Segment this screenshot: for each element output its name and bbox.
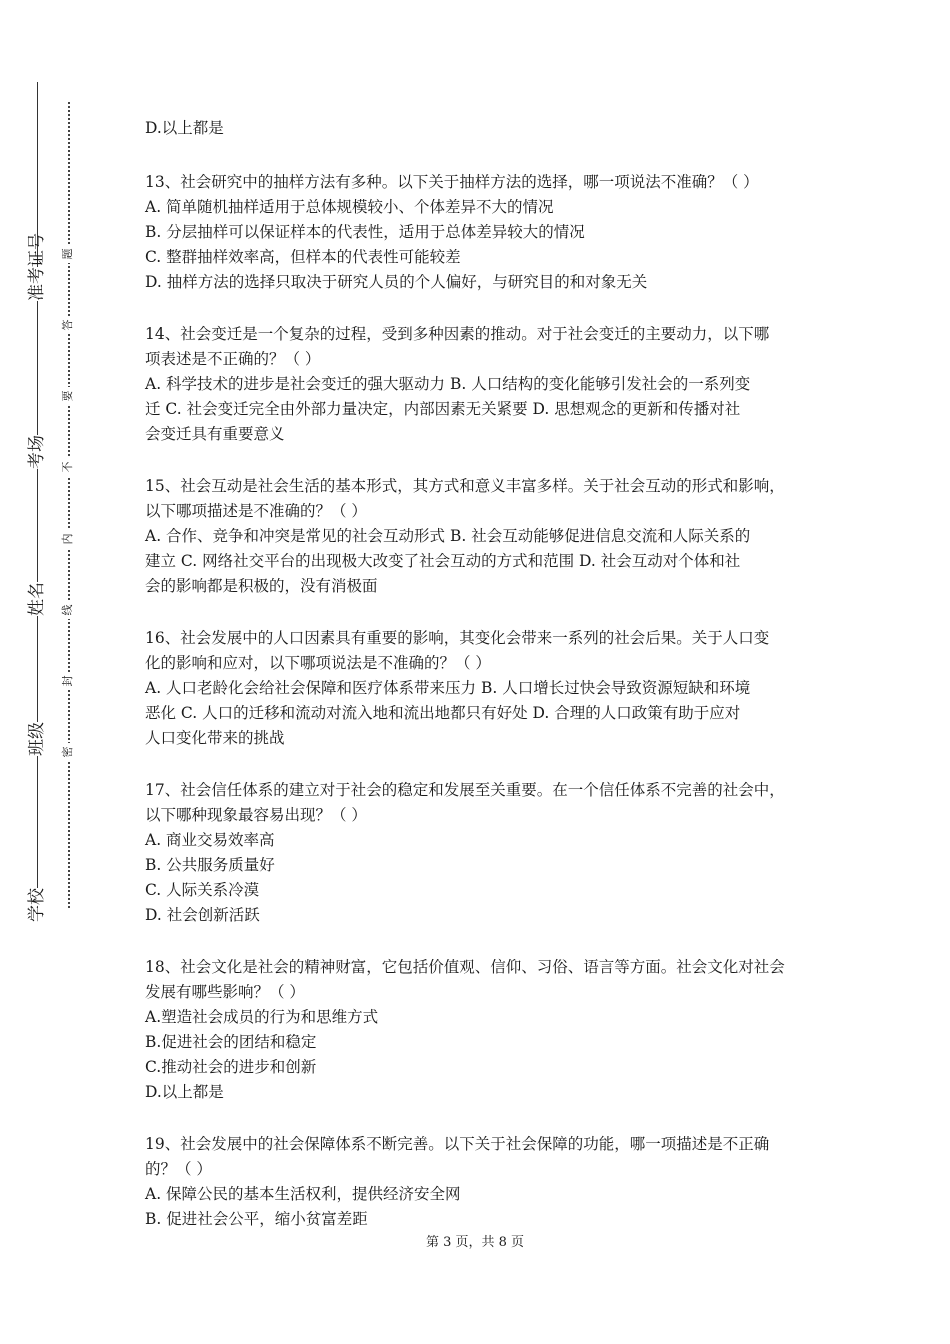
options-line: A. 科学技术的进步是社会变迁的强大驱动力 B. 人口结构的变化能够引发社会的一系列变 xyxy=(145,375,751,393)
question-stem: 19、社会发展中的社会保障体系不断完善。以下关于社会保障的功能，哪一项描述是不正确 xyxy=(145,1135,770,1153)
seal-char: 答 xyxy=(59,316,77,334)
field-school: 学校 xyxy=(27,888,47,922)
option-b: B.促进社会的团结和稳定 xyxy=(145,1033,317,1051)
option: D.以上都是 xyxy=(145,119,224,137)
seal-char: 内 xyxy=(59,530,77,548)
question-16 xyxy=(145,626,817,751)
field-exam-number: 准考证号 xyxy=(27,233,47,301)
seal-dotted-line xyxy=(68,102,70,908)
field-exam-room: 考场 xyxy=(27,435,47,469)
question-19 xyxy=(145,1132,817,1232)
options-line: A. 合作、竞争和冲突是常见的社会互动形式 B. 社会互动能够促进信息交流和人际关系的 xyxy=(145,527,751,545)
option-b: B. 分层抽样可以保证样本的代表性，适用于总体差异较大的情况 xyxy=(145,223,585,241)
question-stem: 18、社会文化是社会的精神财富，它包括价值观、信仰、习俗、语言等方面。社会文化对社会 xyxy=(145,958,785,976)
option-d: D.以上都是 xyxy=(145,1083,224,1101)
question-stem: 发展有哪些影响？（ ） xyxy=(145,983,305,1001)
option-a: A. 简单随机抽样适用于总体规模较小、个体差异不大的情况 xyxy=(145,198,554,216)
option-b: B. 促进社会公平，缩小贫富差距 xyxy=(145,1210,368,1228)
question-stem: 以下哪种现象最容易出现？（ ） xyxy=(145,806,367,824)
seal-char: 不 xyxy=(59,458,77,476)
question-stem: 13、社会研究中的抽样方法有多种。以下关于抽样方法的选择，哪一项说法不准确？（ ） xyxy=(145,173,759,191)
page-footer: 第 3 页，共 8 页 xyxy=(425,1235,525,1250)
question-15 xyxy=(145,474,817,599)
seal-char: 题 xyxy=(59,245,77,263)
question-stem: 14、社会变迁是一个复杂的过程，受到多种因素的推动。对于社会变迁的主要动力，以下哪 xyxy=(145,325,770,343)
options-line: A. 人口老龄化会给社会保障和医疗体系带来压力 B. 人口增长过快会导致资源短缺和环境 xyxy=(145,679,751,697)
question-14 xyxy=(145,322,817,447)
question-stem: 15、社会互动是社会生活的基本形式，其方式和意义丰富多样。关于社会互动的形式和影响， xyxy=(145,477,785,495)
question-18 xyxy=(145,955,817,1105)
question-stem: 项表述是不正确的？（ ） xyxy=(145,350,321,368)
field-class: 班级 xyxy=(27,722,47,756)
options-line: 恶化 C. 人口的迁移和流动对流入地和流出地都只有好处 D. 合理的人口政策有助于应对 xyxy=(145,704,741,722)
options-line: 建立 C. 网络社交平台的出现极大改变了社会互动的方式和范围 D. 社会互动对个体和社 xyxy=(145,552,741,570)
question-stem: 化的影响和应对，以下哪项说法是不准确的？（ ） xyxy=(145,654,491,672)
field-name: 姓名 xyxy=(27,582,47,616)
option-a: A. 保障公民的基本生活权利，提供经济安全网 xyxy=(145,1185,461,1203)
question-stem: 以下哪项描述是不准确的？（ ） xyxy=(145,502,367,520)
question-stem: 16、社会发展中的人口因素具有重要的影响，其变化会带来一系列的社会后果。关于人口变 xyxy=(145,629,770,647)
option-a: A. 商业交易效率高 xyxy=(145,831,275,849)
option-c: C. 整群抽样效率高，但样本的代表性可能较差 xyxy=(145,248,461,266)
option-d: D. 社会创新活跃 xyxy=(145,906,260,924)
option-c: C. 人际关系冷漠 xyxy=(145,881,260,899)
option-d: D. 抽样方法的选择只取决于研究人员的个人偏好，与研究目的和对象无关 xyxy=(145,273,648,291)
question-list xyxy=(145,116,817,1259)
option-c: C.推动社会的进步和创新 xyxy=(145,1058,317,1076)
option-a: A.塑造社会成员的行为和思维方式 xyxy=(145,1008,379,1026)
options-line: 人口变化带来的挑战 xyxy=(145,729,285,747)
question-stem: 17、社会信任体系的建立对于社会的稳定和发展至关重要。在一个信任体系不完善的社会中， xyxy=(145,781,785,799)
seal-char: 密 xyxy=(59,743,77,761)
options-line: 迁 C. 社会变迁完全由外部力量决定，内部因素无关紧要 D. 思想观念的更新和传播对社 xyxy=(145,400,741,418)
seal-char: 要 xyxy=(59,387,77,405)
question-17 xyxy=(145,778,817,928)
binding-margin xyxy=(0,0,110,1344)
binding-solid-line xyxy=(37,82,38,920)
seal-char: 线 xyxy=(59,601,77,619)
seal-char: 封 xyxy=(59,672,77,690)
options-line: 会变迁具有重要意义 xyxy=(145,425,285,443)
option-b: B. 公共服务质量好 xyxy=(145,856,275,874)
question-13 xyxy=(145,170,817,295)
options-line: 会的影响都是积极的，没有消极面 xyxy=(145,577,378,595)
question-12-tail xyxy=(145,116,817,141)
question-stem: 的？（ ） xyxy=(145,1160,212,1178)
